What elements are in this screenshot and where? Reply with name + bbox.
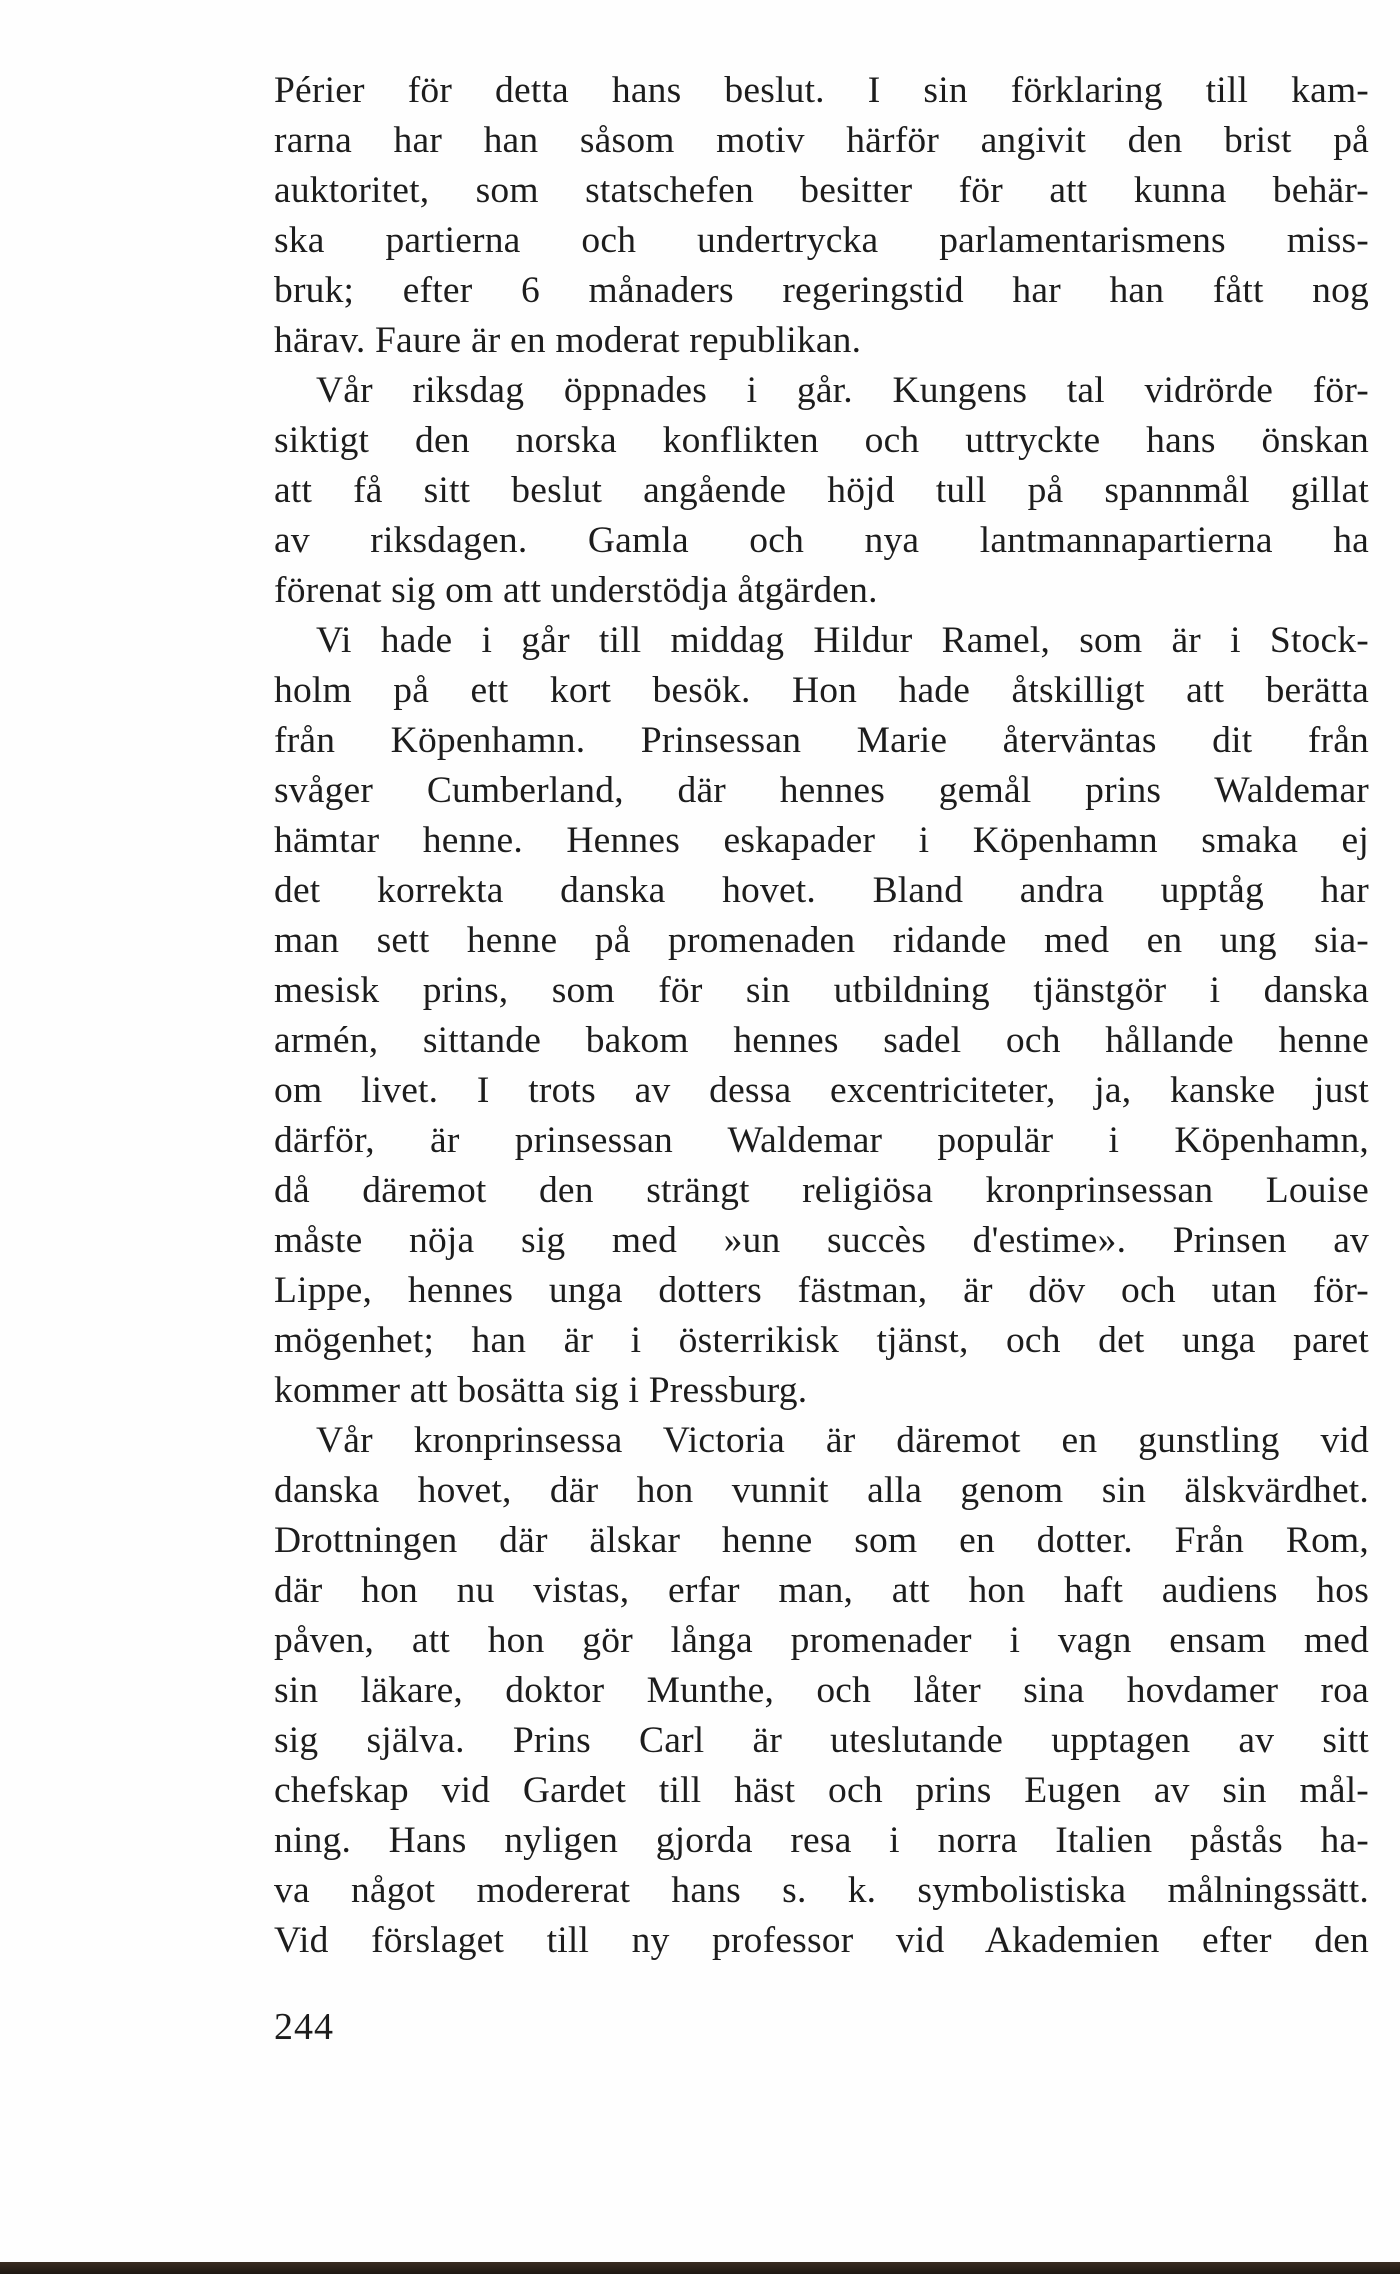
text-line: därför, är prinsessan Waldemar populär i Köpenhamn,	[274, 1120, 1369, 1161]
text-line: det korrekta danska hovet. Bland andra upptåg har	[274, 870, 1369, 911]
text-line: hämtar henne. Hennes eskapader i Köpenhamn smaka ej	[274, 820, 1369, 861]
text-line: man sett henne på promenaden ridande med en ung sia-	[274, 920, 1369, 961]
text-line: danska hovet, där hon vunnit alla genom sin älskvärdhet.	[274, 1470, 1369, 1511]
text-line: måste nöja sig med »un succès d'estime». Prinsen av	[274, 1220, 1369, 1261]
body-text	[274, 66, 1369, 1966]
text-line: förenat sig om att understödja åtgärden.	[274, 570, 878, 611]
text-line: mesisk prins, som för sin utbildning tjänstgör i danska	[274, 970, 1369, 1011]
text-line: Vår riksdag öppnades i går. Kungens tal vidrörde för-	[316, 370, 1369, 411]
text-line: ning. Hans nyligen gjorda resa i norra Italien påstås ha-	[274, 1820, 1369, 1861]
text-line: rarna har han såsom motiv härför angivit den brist på	[274, 120, 1369, 161]
text-line: Lippe, hennes unga dotters fästman, är döv och utan för-	[274, 1270, 1369, 1311]
text-line: holm på ett kort besök. Hon hade åtskilligt att berätta	[274, 670, 1369, 711]
text-line: kommer att bosätta sig i Pressburg.	[274, 1370, 808, 1411]
text-line: Vår kronprinsessa Victoria är däremot en gunstling vid	[316, 1420, 1369, 1461]
text-line: då däremot den strängt religiösa kronprinsessan Louise	[274, 1170, 1369, 1211]
text-line: sig själva. Prins Carl är uteslutande upptagen av sitt	[274, 1720, 1369, 1761]
scan-edge-divider	[0, 2262, 1400, 2274]
text-line: Périer för detta hans beslut. I sin förklaring till kam-	[274, 70, 1369, 111]
text-line: bruk; efter 6 månaders regeringstid har han fått nog	[274, 270, 1369, 311]
text-line: sin läkare, doktor Munthe, och låter sina hovdamer roa	[274, 1670, 1369, 1711]
page-number: 244	[274, 2006, 334, 2048]
text-line: Vid förslaget till ny professor vid Akademien efter den	[274, 1920, 1369, 1961]
text-line: av riksdagen. Gamla och nya lantmannapartierna ha	[274, 520, 1369, 561]
text-line: va något modererat hans s. k. symbolistiska målningssätt.	[274, 1870, 1369, 1911]
text-line: ska partierna och undertrycka parlamentarismens miss-	[274, 220, 1369, 261]
text-line: att få sitt beslut angående höjd tull på spannmål gillat	[274, 470, 1369, 511]
text-line: siktigt den norska konflikten och uttryckte hans önskan	[274, 420, 1369, 461]
text-line: härav. Faure är en moderat republikan.	[274, 320, 862, 361]
text-line: Vi hade i går till middag Hildur Ramel, som är i Stock-	[316, 620, 1369, 661]
text-line: från Köpenhamn. Prinsessan Marie återväntas dit från	[274, 720, 1369, 761]
text-line: om livet. I trots av dessa excentriciteter, ja, kanske just	[274, 1070, 1369, 1111]
text-line: chefskap vid Gardet till häst och prins Eugen av sin mål-	[274, 1770, 1369, 1811]
text-line: mögenhet; han är i österrikisk tjänst, och det unga paret	[274, 1320, 1369, 1361]
text-line: armén, sittande bakom hennes sadel och hållande henne	[274, 1020, 1369, 1061]
text-line: svåger Cumberland, där hennes gemål prins Waldemar	[274, 770, 1369, 811]
text-line: påven, att hon gör långa promenader i vagn ensam med	[274, 1620, 1369, 1661]
text-line: Drottningen där älskar henne som en dotter. Från Rom,	[274, 1520, 1369, 1561]
text-line: där hon nu vistas, erfar man, att hon haft audiens hos	[274, 1570, 1369, 1611]
text-line: auktoritet, som statschefen besitter för att kunna behär-	[274, 170, 1369, 211]
